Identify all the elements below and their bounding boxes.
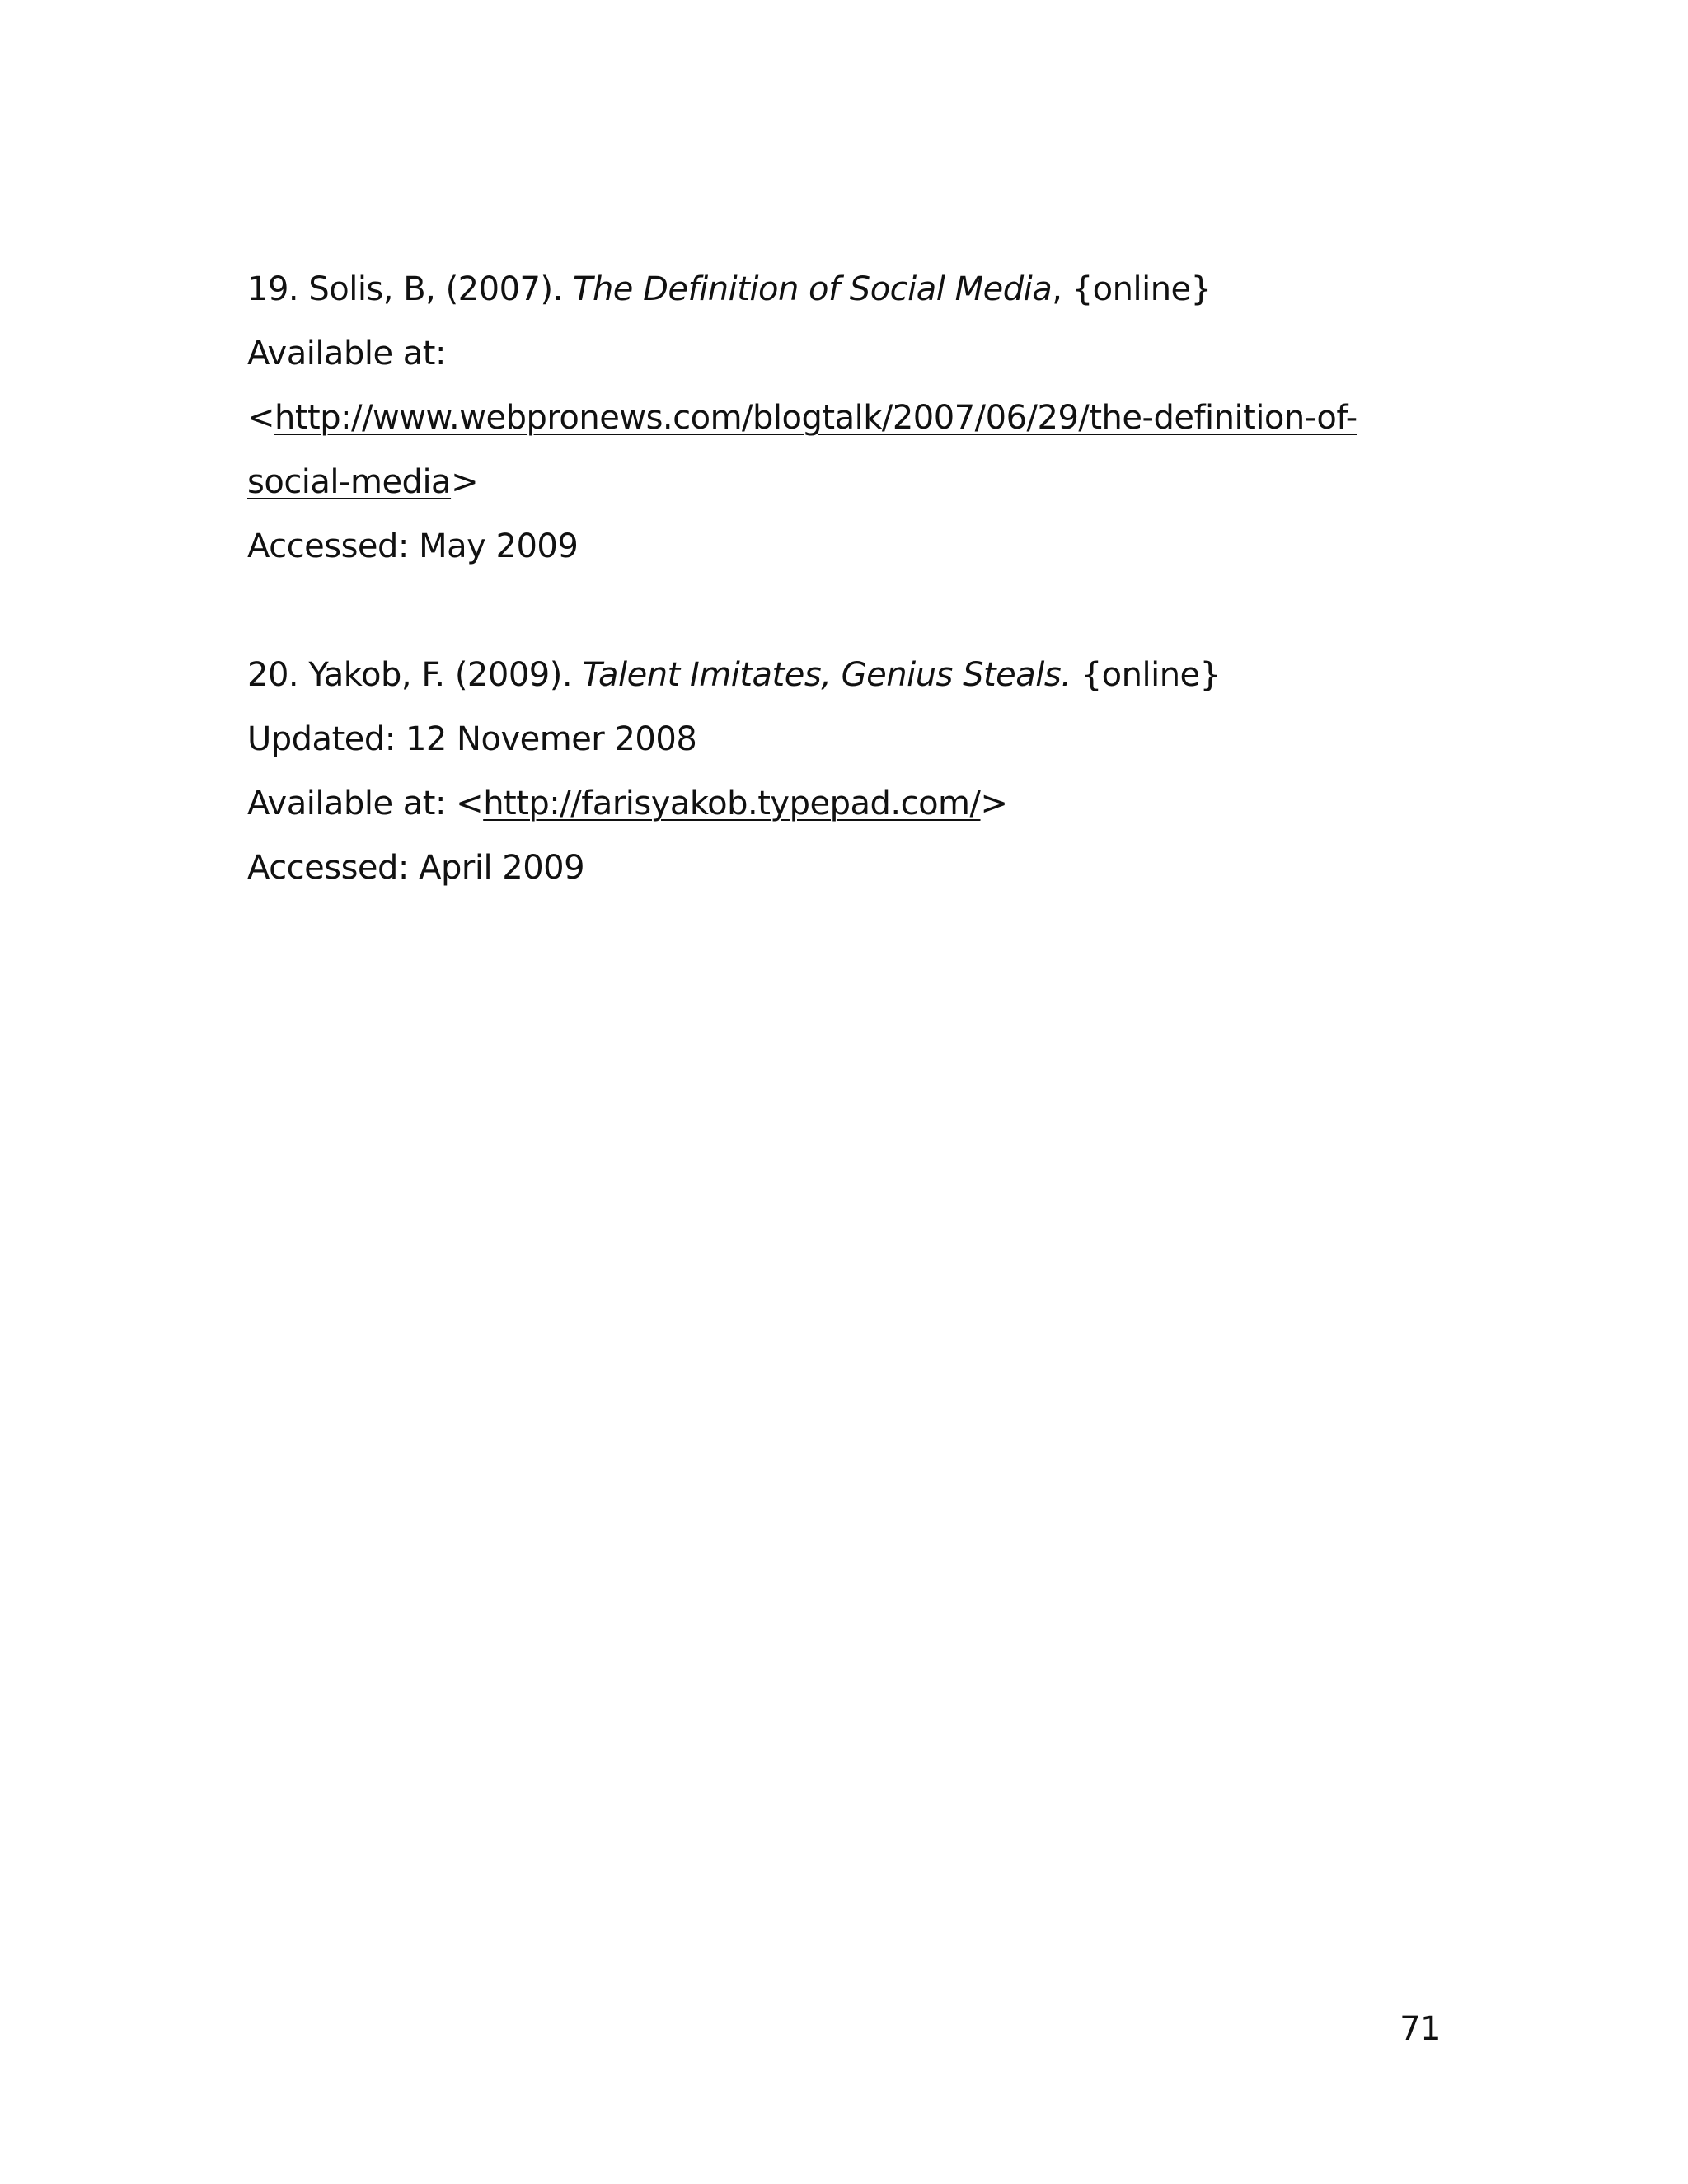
reference-19-link-part-2[interactable]: social-media [247,463,452,501]
url-close-bracket: > [451,463,479,501]
reference-availability [247,771,1467,836]
reference-number: 19. [247,270,299,308]
reference-medium: {online} [1071,270,1212,308]
reference-url-line-2 [247,450,1467,514]
page-number: 71 [1400,2010,1441,2048]
reference-accessed: Accessed: May 2009 [247,527,579,565]
reference-20-citation [247,643,1467,707]
reference-number: 20. [247,656,299,694]
reference-20 [247,643,1467,900]
reference-19-citation [247,257,1467,321]
reference-available-label: Available at: [247,335,446,373]
url-close-bracket: > [980,785,1008,823]
reference-updated: Updated: 12 Novemer 2008 [247,720,697,758]
url-open-bracket: < [247,399,275,437]
reference-19 [247,257,1467,579]
reference-authors: Solis, B, (2007). [308,270,563,308]
reference-authors: Yakob, F. (2009). [308,656,573,694]
reference-available-label: Available at: [247,785,446,823]
reference-title: Talent Imitates, Genius Steals. [582,656,1071,694]
reference-medium: {online} [1081,656,1221,694]
url-open-bracket: < [456,785,484,823]
reference-url-line-1 [247,386,1467,450]
reference-20-link[interactable]: http://farisyakob.typepad.com/ [483,785,981,823]
reference-accessed: Accessed: April 2009 [247,849,585,887]
reference-list [247,257,1467,900]
reference-19-link-part-1[interactable]: http://www.webpronews.com/blogtalk/2007/06/29/the-definition-of- [274,399,1357,437]
reference-title: The Definition of Social Media [573,270,1053,308]
reference-title-suffix: , [1052,270,1062,308]
